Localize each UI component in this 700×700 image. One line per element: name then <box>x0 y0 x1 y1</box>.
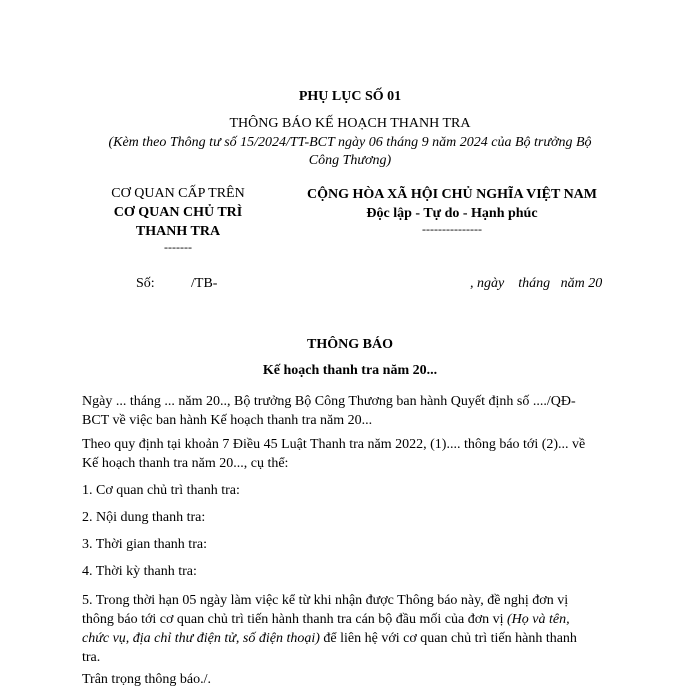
item-1: 1. Cơ quan chủ trì thanh tra: <box>82 483 240 498</box>
notice-subtitle: Kế hoạch thanh tra năm 20... <box>262 363 438 378</box>
paragraph-1 <box>82 392 622 430</box>
item-5-line3 <box>82 629 622 648</box>
motto: Độc lập - Tự do - Hạnh phúc <box>366 206 538 221</box>
superior-agency: CƠ QUAN CẤP TRÊN <box>111 186 245 201</box>
item-5-line3-text: để liên hệ với cơ quan chủ trì tiến hành thanh <box>319 631 577 646</box>
item-5-line1: 5. Trong thời hạn 05 ngày làm việc kể từ khi nhận được Thông báo này, đề nghị đơn vị <box>82 593 569 608</box>
appendix-title: PHỤ LỤC SỐ 01 <box>298 89 402 104</box>
document-number-suffix: /TB- <box>191 276 218 291</box>
paragraph-2-line1: Theo quy định tại khoản 7 Điều 45 Luật Thanh tra năm 2022, (1).... thông báo tới (2)... về <box>82 437 586 452</box>
form-title: THÔNG BÁO KẾ HOẠCH THANH TRA <box>229 116 471 131</box>
item-5-line2-text: thông báo tới cơ quan chủ trì tiến hành thanh tra cán bộ đầu mối của đơn vị <box>82 612 507 627</box>
item-2: 2. Nội dung thanh tra: <box>82 510 206 525</box>
closing: Trân trọng thông báo./. <box>82 672 211 687</box>
paragraph-1-line1: Ngày ... tháng ... năm 20.., Bộ trưởng Bộ Công Thương ban hành Quyết định số ..../QĐ- <box>82 394 576 409</box>
item-3: 3. Thời gian thanh tra: <box>82 537 207 552</box>
item-5-line4: tra. <box>82 650 101 665</box>
right-divider: --------------- <box>422 222 482 236</box>
item-5 <box>82 591 622 667</box>
lead-agency-line1: CƠ QUAN CHỦ TRÌ <box>113 205 243 220</box>
item-5-line3-italic: chức vụ, địa chỉ thư điện tử, số điện thoại) <box>82 631 320 646</box>
document-number-label: Số: <box>136 276 155 291</box>
item-4: 4. Thời kỳ thanh tra: <box>82 564 197 579</box>
country-name: CỘNG HÒA XÃ HỘI CHỦ NGHĨA VIỆT NAM <box>306 187 597 202</box>
lead-agency-line2: THANH TRA <box>135 224 221 239</box>
paragraph-2 <box>82 435 622 473</box>
item-5-line2 <box>82 610 622 629</box>
item-5-line2-italic: (Họ và tên, <box>507 612 570 627</box>
attached-note-line2: Công Thương) <box>308 153 392 168</box>
left-divider: ------- <box>164 240 192 254</box>
paragraph-1-line2: BCT về việc ban hành Kế hoạch thanh tra năm 20... <box>82 413 373 428</box>
paragraph-2-line2: Kế hoạch thanh tra năm 20..., cụ thể: <box>82 456 289 471</box>
attached-note-line1: (Kèm theo Thông tư số 15/2024/TT-BCT ngày 06 tháng 9 năm 2024 của Bộ trưởng Bộ <box>108 135 592 150</box>
document-date: , ngày tháng năm 20 <box>470 276 603 291</box>
notice-title: THÔNG BÁO <box>307 337 393 352</box>
